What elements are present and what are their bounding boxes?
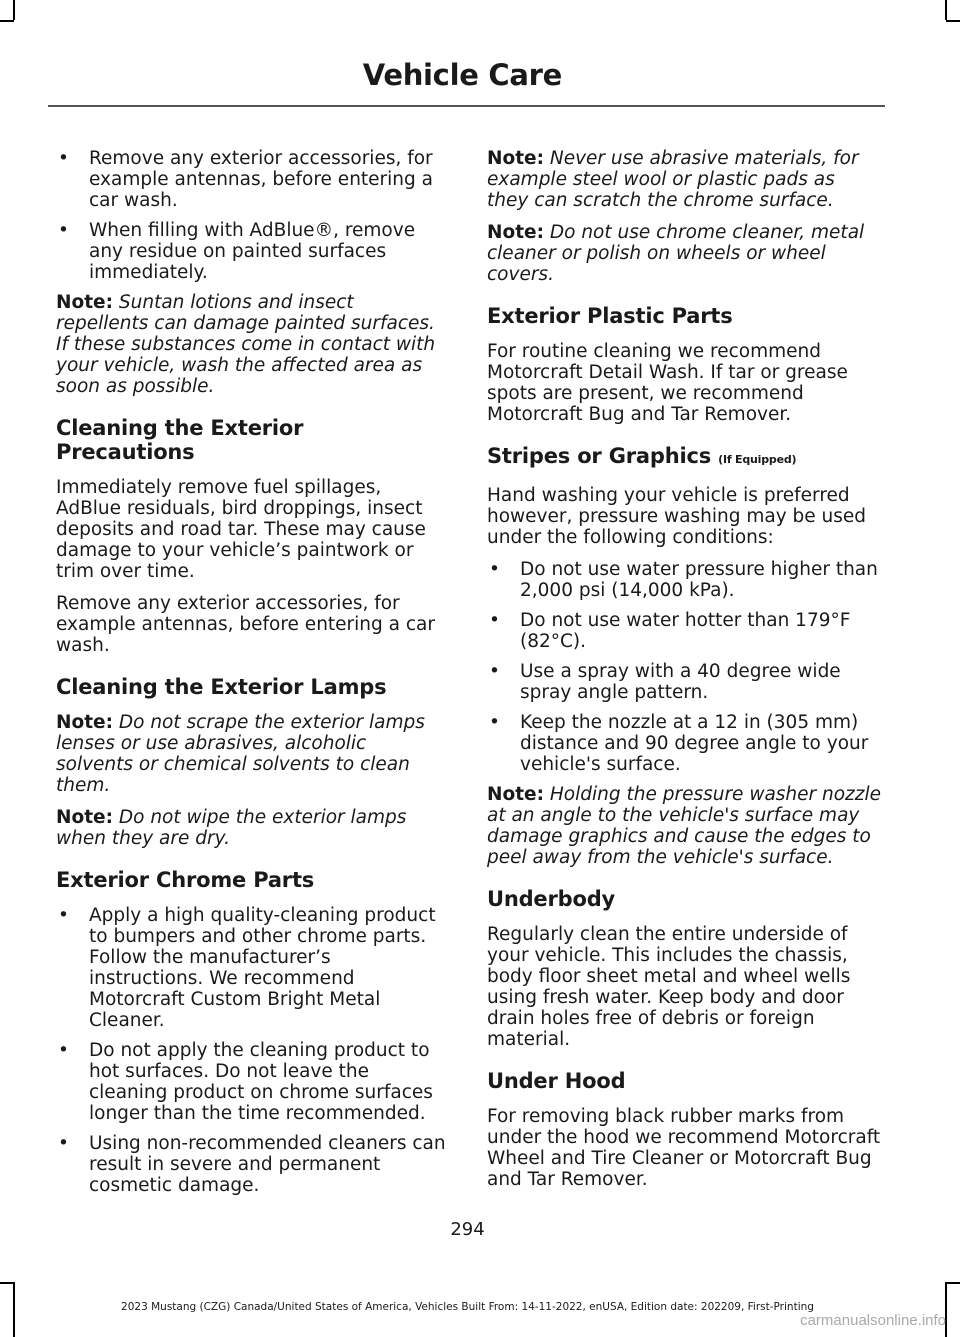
crop-mark	[945, 0, 947, 20]
paragraph: Remove any exterior accessories, for example antennas, before entering a car wash.	[56, 593, 435, 656]
section-heading: Cleaning the Exterior Precautions	[56, 416, 304, 464]
list-item	[56, 905, 448, 1031]
right-column	[487, 148, 881, 1201]
bullet-icon: •	[58, 148, 69, 169]
note-text: Do not wipe the exterior lamps when they are dry.	[56, 807, 407, 849]
section-heading-text: Stripes or Graphics	[487, 444, 711, 468]
bullet-icon: •	[58, 1133, 69, 1154]
note-text: Holding the pressure washer nozzle at an angle to the vehicle's surface may damage graphics and cause the edges to peel away from the vehicle's surface.	[487, 784, 882, 868]
header-divider	[48, 105, 885, 107]
section-heading	[487, 444, 881, 472]
list-item-text: Do not apply the cleaning product to hot surfaces. Do not leave the cleaning product on chrome surfaces longer than the time recommended.	[89, 1040, 433, 1124]
list-item-text: Remove any exterior accessories, for example antennas, before entering a car wash.	[89, 148, 433, 211]
list-item	[56, 220, 448, 283]
bullet-icon: •	[489, 610, 500, 631]
watermark: carmanualsonline.info	[800, 1312, 946, 1329]
list-item	[487, 661, 881, 703]
crop-mark	[0, 1282, 14, 1284]
section-heading: Underbody	[487, 887, 616, 911]
note-label: Note:	[56, 807, 113, 828]
note-label: Note:	[56, 712, 113, 733]
note	[56, 712, 448, 796]
paragraph: For removing black rubber marks from under the hood we recommend Motorcraft Wheel and Tire Cleaner or Motorcraft Bug and Tar Remover.	[487, 1106, 881, 1190]
note-text: Do not scrape the exterior lamps lenses or use abrasives, alcoholic solvents or chemical solvents to clean them.	[56, 712, 425, 796]
note-label: Note:	[487, 784, 544, 805]
bullet-icon: •	[489, 559, 500, 580]
paragraph: Regularly clean the entire underside of your vehicle. This includes the chassis, body floor sheet metal and wheel wells using fresh water. Keep body and door drain holes free of debris or foreign material.	[487, 924, 851, 1050]
bullet-icon: •	[489, 661, 500, 682]
list-item-text: Apply a high quality-cleaning product to bumpers and other chrome parts. Follow the manufacturer’s instructions. We recommend Motorcraft Custom Bright Metal Cleaner.	[89, 905, 436, 1031]
section-heading: Under Hood	[487, 1069, 626, 1093]
crop-mark	[0, 20, 14, 22]
list-item	[56, 148, 448, 211]
list-item-text: Do not use water pressure higher than 2,000 psi (14,000 kPa).	[520, 559, 878, 601]
list-item-text: Use a spray with a 40 degree wide spray angle pattern.	[520, 661, 841, 703]
bullet-icon: •	[58, 1040, 69, 1061]
footer-text: 2023 Mustang (CZG) Canada/United States of America, Vehicles Built From: 14-11-2022, enUSA, Edition date: 202209, First-Printing	[121, 1301, 814, 1313]
page-title: Vehicle Care	[362, 58, 562, 92]
list-item	[56, 1133, 448, 1196]
list-item	[487, 559, 881, 601]
paragraph: Immediately remove fuel spillages, AdBlue residuals, bird droppings, insect deposits and road tar. These may cause damage to your vehicle’s paintwork or trim over time.	[56, 477, 426, 582]
section-heading: Exterior Plastic Parts	[487, 304, 733, 328]
note-text: Never use abrasive materials, for example steel wool or plastic pads as they can scratch the chrome surface.	[487, 148, 859, 211]
note-label: Note:	[56, 292, 113, 313]
note	[487, 222, 881, 285]
note	[56, 807, 448, 849]
section-heading: Exterior Chrome Parts	[56, 868, 315, 892]
list-item	[487, 610, 881, 652]
section-heading: Cleaning the Exterior Lamps	[56, 675, 387, 699]
page-number: 294	[450, 1219, 485, 1240]
note	[56, 292, 448, 397]
crop-mark	[946, 1282, 960, 1284]
note	[487, 784, 881, 868]
bullet-icon: •	[58, 905, 69, 926]
note-text: Suntan lotions and insect repellents can damage painted surfaces. If these substances come in contact with your vehicle, wash the affected area as soon as possible.	[56, 292, 436, 397]
list-item-text: When filling with AdBlue®, remove any residue on painted surfaces immediately.	[89, 220, 416, 283]
note	[487, 148, 881, 211]
paragraph: Hand washing your vehicle is preferred however, pressure washing may be used under the following conditions:	[487, 485, 867, 548]
list-item-text: Keep the nozzle at a 12 in (305 mm) distance and 90 degree angle to your vehicle's surface.	[520, 712, 869, 775]
paragraph: For routine cleaning we recommend Motorcraft Detail Wash. If tar or grease spots are present, we recommend Motorcraft Bug and Tar Remover.	[487, 341, 848, 425]
list-item	[56, 1040, 448, 1124]
crop-mark	[946, 20, 960, 22]
note-label: Note:	[487, 222, 544, 243]
crop-mark	[13, 0, 15, 20]
list-item	[487, 712, 881, 775]
left-column	[56, 148, 448, 1205]
list-item-text: Using non-recommended cleaners can result in severe and permanent cosmetic damage.	[89, 1133, 446, 1196]
bullet-icon: •	[489, 712, 500, 733]
note-label: Note:	[487, 148, 544, 169]
list-item-text: Do not use water hotter than 179°F (82°C).	[520, 610, 851, 652]
note-text: Do not use chrome cleaner, metal cleaner or polish on wheels or wheel covers.	[487, 222, 865, 285]
if-equipped-tag: (If Equipped)	[718, 453, 797, 466]
bullet-icon: •	[58, 220, 69, 241]
